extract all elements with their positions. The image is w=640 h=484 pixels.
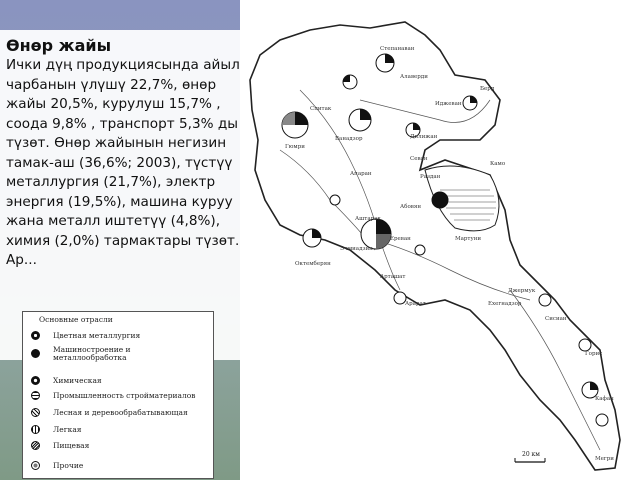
place-labels: [285, 46, 614, 462]
map-label: Спитак: [310, 106, 332, 112]
legend-label: Машиностроение и металлообработка: [53, 345, 131, 362]
other-icon: [31, 461, 40, 470]
map-label: Гюмри: [285, 144, 305, 150]
industry-circle: [596, 414, 608, 426]
machinery-icon: [31, 349, 40, 358]
map-svg: [240, 0, 640, 480]
map-label: Дилижан: [410, 134, 438, 140]
metallurgy-icon: [31, 331, 40, 340]
light-industry-icon: [31, 425, 40, 434]
map-label: Раздан: [420, 174, 441, 180]
legend-heading: Основные отрасли: [39, 315, 113, 324]
map-label: Абовян: [400, 204, 422, 210]
map-label: Алаверди: [400, 74, 428, 80]
legend-label: Цветная металлургия: [53, 331, 141, 340]
map-label: Горис: [585, 351, 603, 357]
map-label: Арташат: [380, 274, 406, 280]
map-label: Октемберян: [295, 261, 331, 267]
map-label: Сисиан: [545, 316, 567, 322]
food-industry-icon: [31, 441, 40, 450]
legend-label: Пищевая: [53, 441, 90, 450]
chemical-icon: [31, 376, 40, 385]
industry-circle: [539, 294, 551, 306]
map-label: Мартуни: [455, 236, 482, 242]
map-label: Арарат: [405, 301, 426, 307]
map-label: Степанаван: [380, 46, 415, 52]
road-line: [510, 290, 603, 450]
industry-circle: [432, 192, 448, 208]
map-label: Эчмиадзин: [340, 246, 373, 252]
legend-label: Легкая: [53, 425, 82, 434]
map-label: Аштарак: [355, 216, 381, 222]
map-label: Ехегнадзор: [488, 301, 522, 307]
construction-materials-icon: [31, 391, 40, 400]
road-line: [375, 240, 530, 300]
map-label: Апаран: [350, 171, 372, 177]
map-label: Иджеван: [435, 101, 462, 107]
map-label: Ереван: [390, 236, 411, 242]
industry-circle: [330, 195, 340, 205]
map-label: Ванадзор: [335, 136, 363, 142]
map-legend: [22, 311, 214, 479]
slide-body-text: Ички дүң продукциясында айыл чарбанын үлүшү 22,7%, өнөр жайы 20,5%, курулуш 15,7% , соода 9,8% , транспорт 5,3% ды түзөт. Өнөр жайынын негизин тамак-аш (36,6%; 2003), түстүү металлургия (21,7%), электр энергия (19,5%), машина куруу жана металл иштетүү (4,8%), химия (2,0%) тармактары түзөт. Ар...: [6, 57, 240, 268]
legend-label: Промышленность стройматериалов: [53, 391, 196, 400]
map-label: Севан: [410, 156, 428, 162]
industry-circle: [579, 339, 591, 351]
map-label: Джермук: [508, 288, 536, 294]
forestry-icon: [31, 408, 40, 417]
map-label: Берд: [480, 86, 495, 92]
industry-circle: [415, 245, 425, 255]
map-label: Камо: [490, 161, 506, 167]
slide-title: Өнөр жайы: [6, 36, 112, 55]
legend-label: Лесная и деревообрабатывающая: [53, 408, 188, 417]
legend-label: Прочие: [53, 461, 84, 470]
industry-map: [240, 0, 640, 480]
map-label: Кафан: [595, 396, 614, 402]
legend-label: Химическая: [53, 376, 102, 385]
scale-bar: [515, 451, 545, 462]
country-outline: [250, 22, 620, 470]
scale-label: 20 км: [522, 451, 540, 458]
map-label: Мегри: [595, 456, 614, 462]
